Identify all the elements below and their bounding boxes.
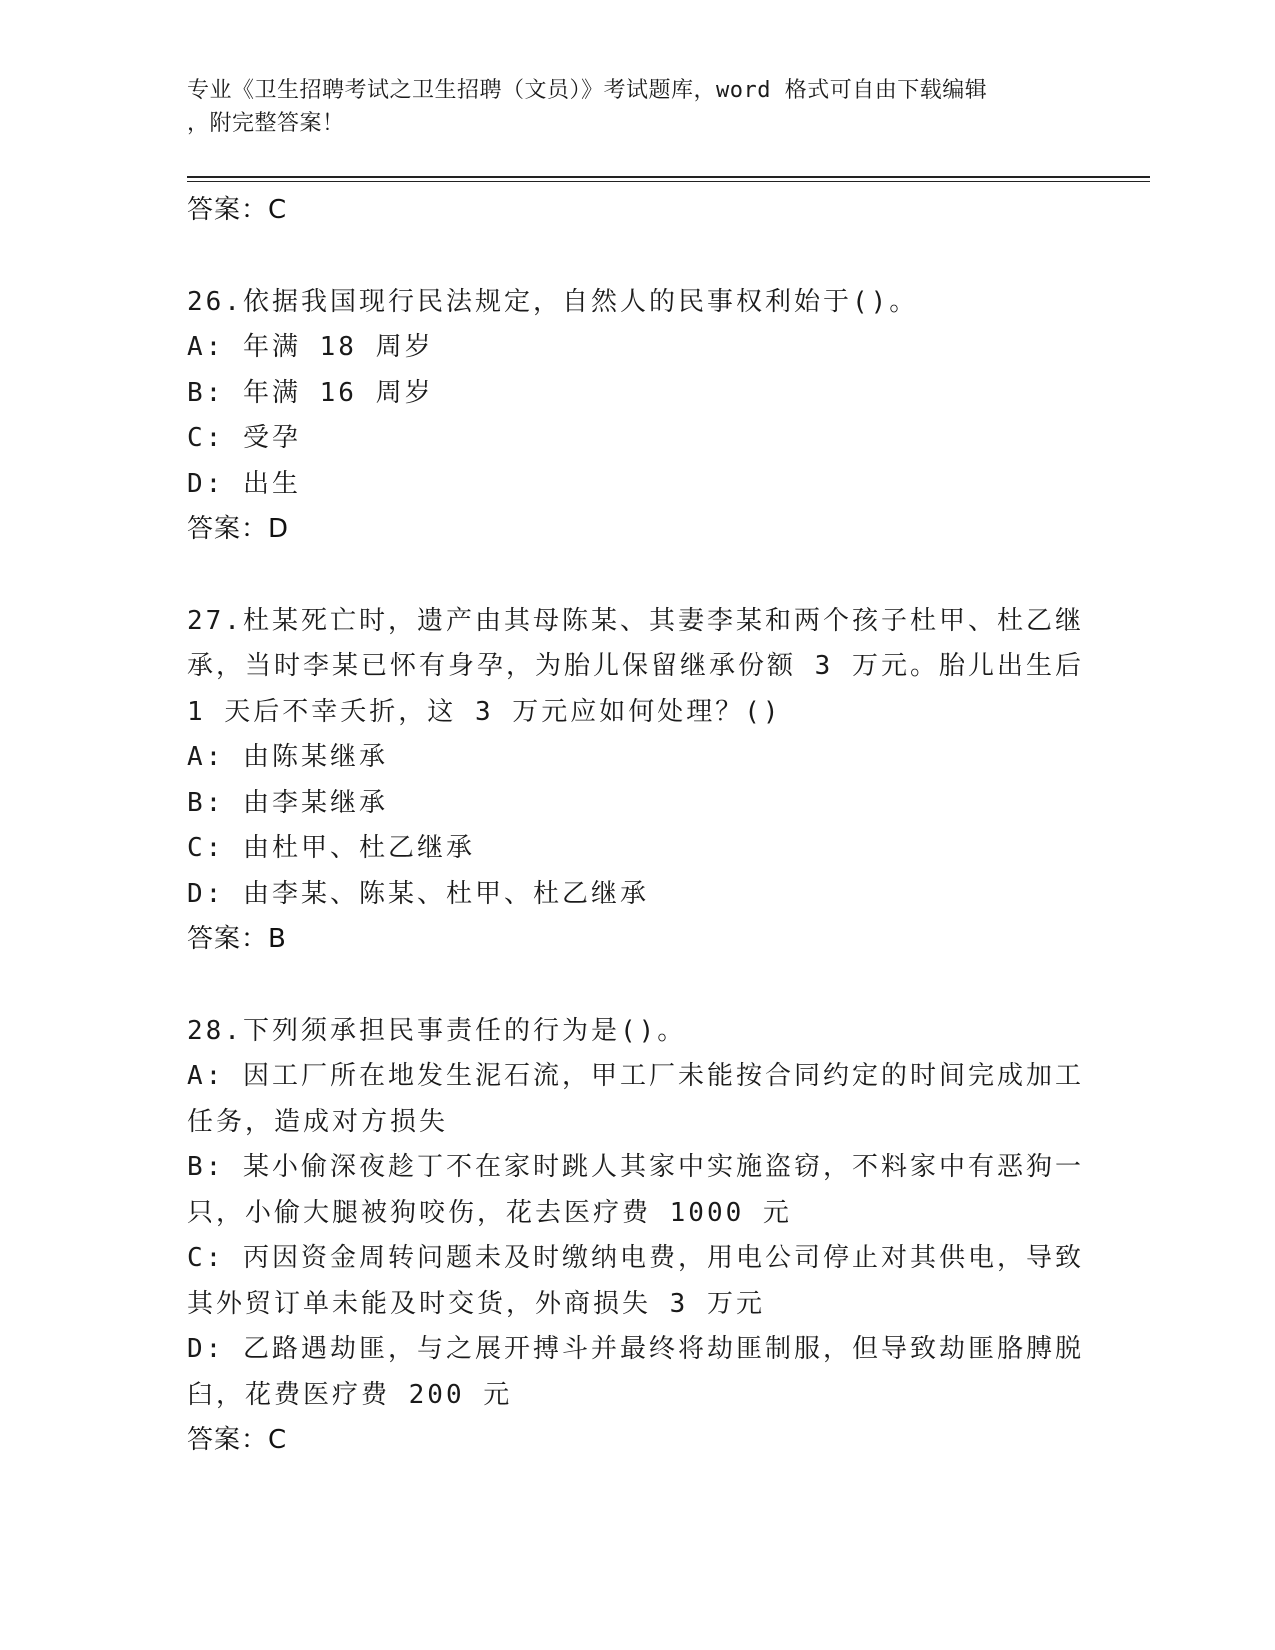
option-c-line-1: C: 丙因资金周转问题未及时缴纳电费，用电公司停止对其供电，导致 bbox=[187, 1243, 1084, 1273]
option-a: A: 年满 18 周岁 bbox=[187, 332, 434, 362]
question-26 bbox=[187, 280, 1087, 553]
option-d: D: 出生 bbox=[187, 468, 301, 499]
document-header bbox=[187, 74, 1067, 140]
answer-label: 答案：B bbox=[187, 924, 287, 954]
header-line-2: ，附完整答案！ bbox=[187, 111, 345, 136]
previous-answer: 答案：C bbox=[187, 195, 288, 225]
answer-label: 答案：D bbox=[187, 514, 290, 544]
option-d: D: 由李某、陈某、杜甲、杜乙继承 bbox=[187, 878, 649, 909]
header-divider-thick bbox=[187, 176, 1150, 178]
question-stem: 26.依据我国现行民法规定，自然人的民事权利始于()。 bbox=[187, 286, 919, 317]
question-list bbox=[187, 188, 1087, 1464]
option-a-line-2: 任务，造成对方损失 bbox=[187, 1106, 449, 1137]
option-d-line-2: 臼，花费医疗费 200 元 bbox=[187, 1379, 513, 1410]
question-stem-line: 1 天后不幸夭折，这 3 万元应如何处理？() bbox=[187, 696, 782, 727]
option-b-line-1: B: 某小偷深夜趁丁不在家时跳人其家中实施盗窃，不料家中有恶狗一 bbox=[187, 1152, 1084, 1182]
option-c: C: 由杜甲、杜乙继承 bbox=[187, 833, 475, 863]
option-b: B: 由李某继承 bbox=[187, 787, 388, 818]
header-divider-thin bbox=[187, 181, 1150, 182]
question-stem: 28.下列须承担民事责任的行为是()。 bbox=[187, 1015, 687, 1046]
question-stem-line: 承，当时李某已怀有身孕，为胎儿保留继承份额 3 万元。胎儿出生后 bbox=[187, 651, 1084, 681]
option-a-line-1: A: 因工厂所在地发生泥石流，甲工厂未能按合同约定的时间完成加工 bbox=[187, 1061, 1084, 1091]
question-stem-line: 27.杜某死亡时，遗产由其母陈某、其妻李某和两个孩子杜甲、杜乙继 bbox=[187, 605, 1084, 636]
option-d-line-1: D: 乙路遇劫匪，与之展开搏斗并最终将劫匪制服，但导致劫匪胳膊脱 bbox=[187, 1334, 1084, 1364]
option-c: C: 受孕 bbox=[187, 423, 301, 453]
answer-label: 答案：C bbox=[187, 1425, 288, 1455]
option-b-line-2: 只，小偷大腿被狗咬伤，花去医疗费 1000 元 bbox=[187, 1197, 792, 1228]
header-line-1: 专业《卫生招聘考试之卫生招聘（文员）》考试题库，word 格式可自由下载编辑 bbox=[187, 78, 988, 103]
option-b: B: 年满 16 周岁 bbox=[187, 377, 434, 408]
question-28 bbox=[187, 1009, 1087, 1464]
option-c-line-2: 其外贸订单未能及时交货，外商损失 3 万元 bbox=[187, 1288, 765, 1319]
option-a: A: 由陈某继承 bbox=[187, 742, 388, 772]
question-27 bbox=[187, 599, 1087, 963]
